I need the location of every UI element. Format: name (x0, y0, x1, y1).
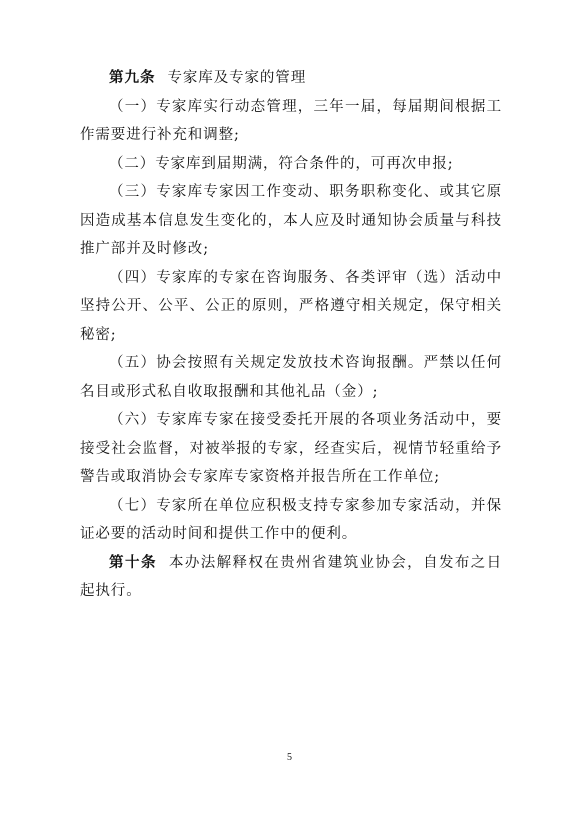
article-10-paragraph (80, 549, 502, 606)
article-9-item-1: （一）专家库实行动态管理，三年一届，每届期间根据工作需要进行补充和调整; (80, 98, 502, 143)
article-10-text: 本办法解释权在贵州省建筑业协会，自发布之日起执行。 (80, 554, 502, 599)
article-9-item-4: （四）专家库的专家在咨询服务、各类评审（选）活动中坚持公开、公平、公正的原则，严格遵守相关规定，保守相关秘密; (80, 269, 502, 343)
document-body (80, 64, 502, 606)
article-9-item-5: （五）协会按照有关规定发放技术咨询报酬。严禁以任何名目或形式私自收取报酬和其他礼品（金）; (80, 355, 502, 400)
page-number: 5 (287, 752, 292, 763)
article-9-item-7: （七）专家所在单位应积极支持专家参加专家活动，并保证必要的活动时间和提供工作中的便利。 (80, 497, 502, 542)
article-9-label: 第九条 (109, 69, 156, 86)
article-9-item-3: （三）专家库专家因工作变动、职务职称变化、或其它原因造成基本信息发生变化的，本人应及时通知协会质量与科技推广部并及时修改; (80, 184, 502, 257)
article-9-title: 专家库及专家的管理 (167, 70, 307, 86)
article-9-item-6: （六）专家库专家在接受委托开展的各项业务活动中，要接受社会监督，对被举报的专家，经查实后，视情节轻重给予警告或取消协会专家库专家资格并报告所在工作单位; (80, 412, 502, 485)
article-9-heading (80, 64, 502, 93)
article-9-item-2: （二）专家库到届期满，符合条件的，可再次申报; (109, 155, 454, 172)
article-10-label: 第十条 (109, 553, 157, 571)
